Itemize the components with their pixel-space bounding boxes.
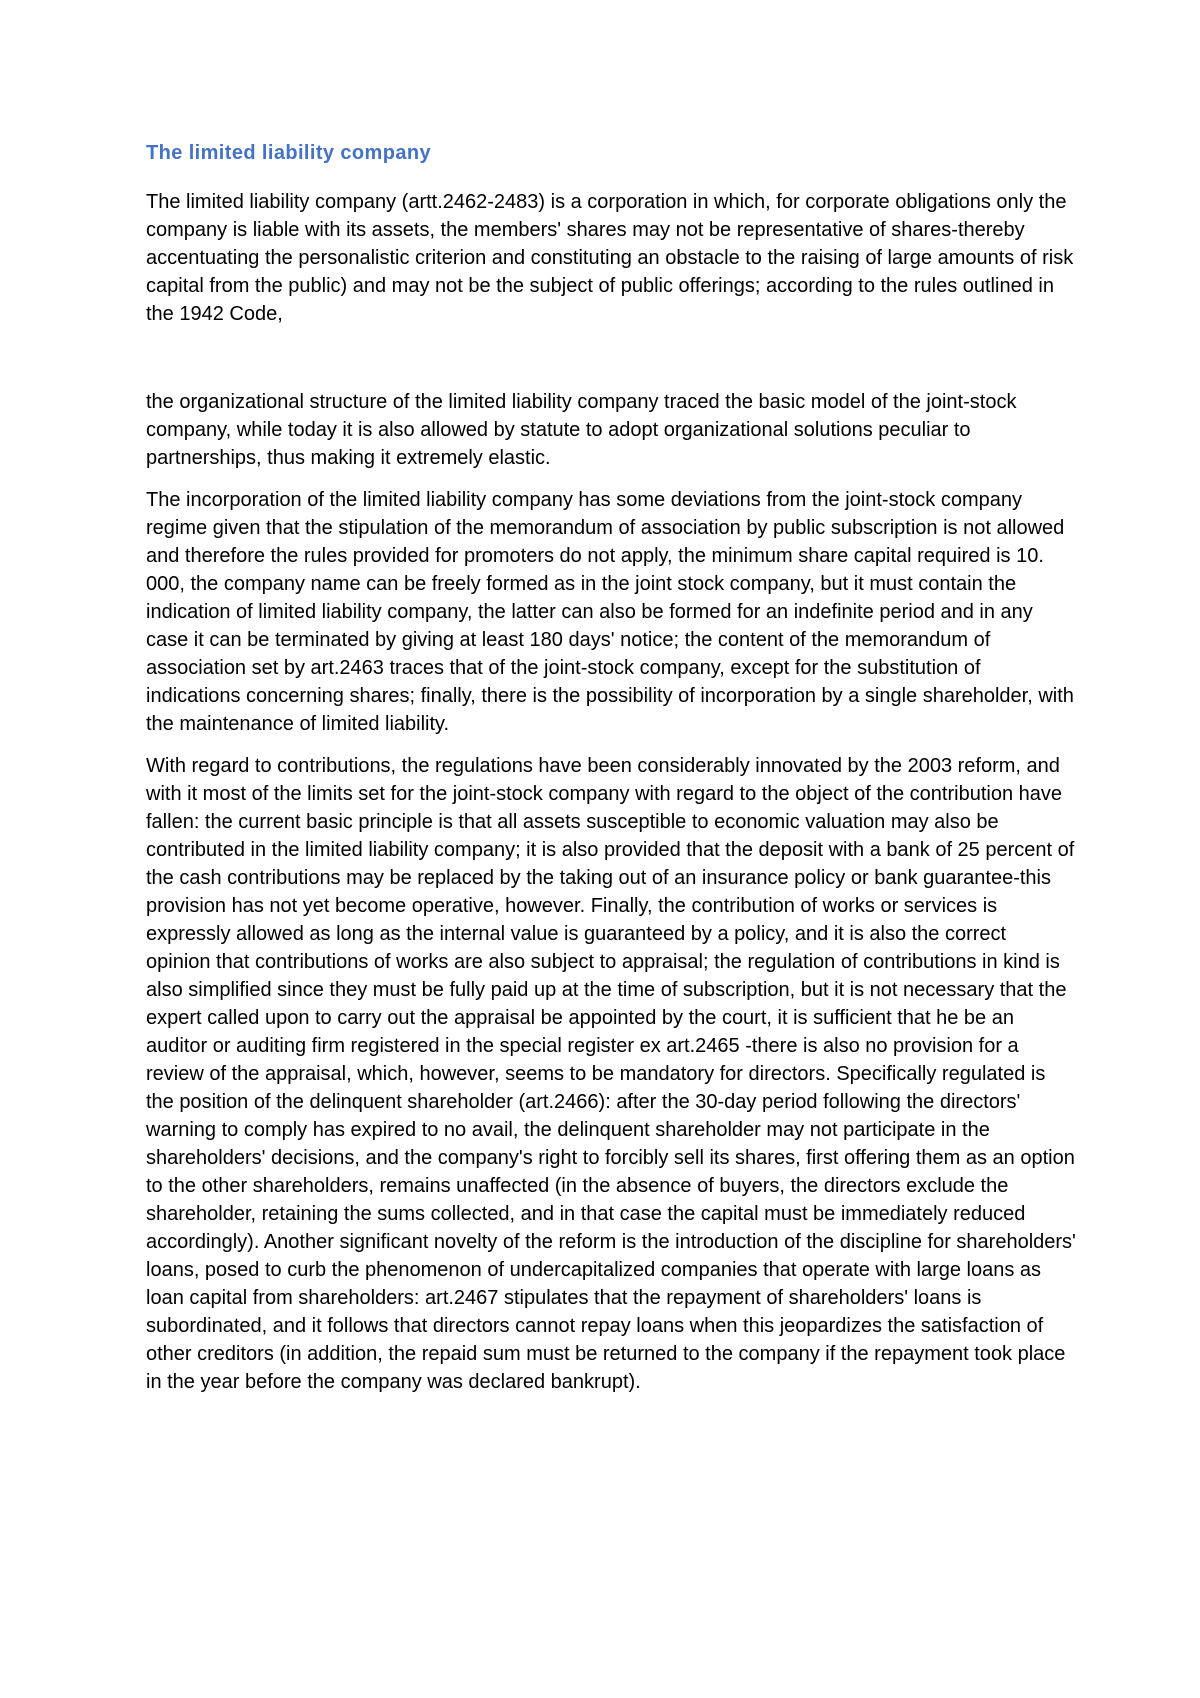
document-body [146,140,1076,1410]
document-title: The limited liability company [146,142,431,164]
paragraph-organizational-structure: the organizational structure of the limited liability company traced the basic model of the joint-stock company, while today it is also allowed by statute to adopt organizational solutions peculiar to partnerships, thus making it extremely elastic. [146,391,1017,469]
paragraph-incorporation: The incorporation of the limited liability company has some deviations from the joint-stock company regime given that the stipulation of the memorandum of association by public subscription is not allowed and therefore the rules provided for promoters do not apply, the minimum share capital required is 10. 000, the company name can be freely formed as in the joint stock company, but it must contain the indication of limited liability company, the latter can also be formed for an indefinite period and in any case it can be terminated by giving at least 180 days' notice; the content of the memorandum of association set by art.2463 traces that of the joint-stock company, except for the substitution of indications concerning shares; finally, there is the possibility of incorporation by a single shareholder, with the maintenance of limited liability. [146,489,1074,735]
paragraph-contributions: With regard to contributions, the regulations have been considerably innovated by the 2003 reform, and with it most of the limits set for the joint-stock company with regard to the object of the contribution have fallen: the current basic principle is that all assets susceptible to economic valuation may also be contributed in the limited liability company; it is also provided that the deposit with a bank of 25 percent of the cash contributions may be replaced by the taking out of an insurance policy or bank guarantee-this provision has not yet become operative, however. Finally, the contribution of works or services is expressly allowed as long as the internal value is guaranteed by a policy, and it is also the correct opinion that contributions of works are also subject to appraisal; the regulation of contributions in kind is also simplified since they must be fully paid up at the time of subscription, but it is not necessary that the expert called upon to carry out the appraisal be appointed by the court, it is sufficient that he be an auditor or auditing firm registered in the special register ex art.2465 -there is also no provision for a review of the appraisal, which, however, seems to be mandatory for directors. Specifically regulated is the position of the delinquent shareholder (art.2466): after the 30-day period following the directors' warning to comply has expired to no avail, the delinquent shareholder may not participate in the shareholders' decisions, and the company's right to forcibly sell its shares, first offering them as an option to the other shareholders, remains unaffected (in the absence of buyers, the directors exclude the shareholder, retaining the sums collected, and in that case the capital must be immediately reduced accordingly). Another significant novelty of the reform is the introduction of the discipline for shareholders' loans, posed to curb the phenomenon of undercapitalized companies that operate with large loans as loan capital from shareholders: art.2467 stipulates that the repayment of shareholders' loans is subordinated, and it follows that directors cannot repay loans when this jeopardizes the satisfaction of other creditors (in addition, the repaid sum must be returned to the company if the repayment took place in the year before the company was declared bankrupt). [146,755,1076,1393]
paragraph-intro: The limited liability company (artt.2462-2483) is a corporation in which, for corporate obligations only the company is liable with its assets, the members' shares may not be representative of shares-thereby accentuating the personalistic criterion and constituting an obstacle to the raising of large amounts of risk capital from the public) and may not be the subject of public offerings; according to the rules outlined in the 1942 Code, [146,191,1074,325]
